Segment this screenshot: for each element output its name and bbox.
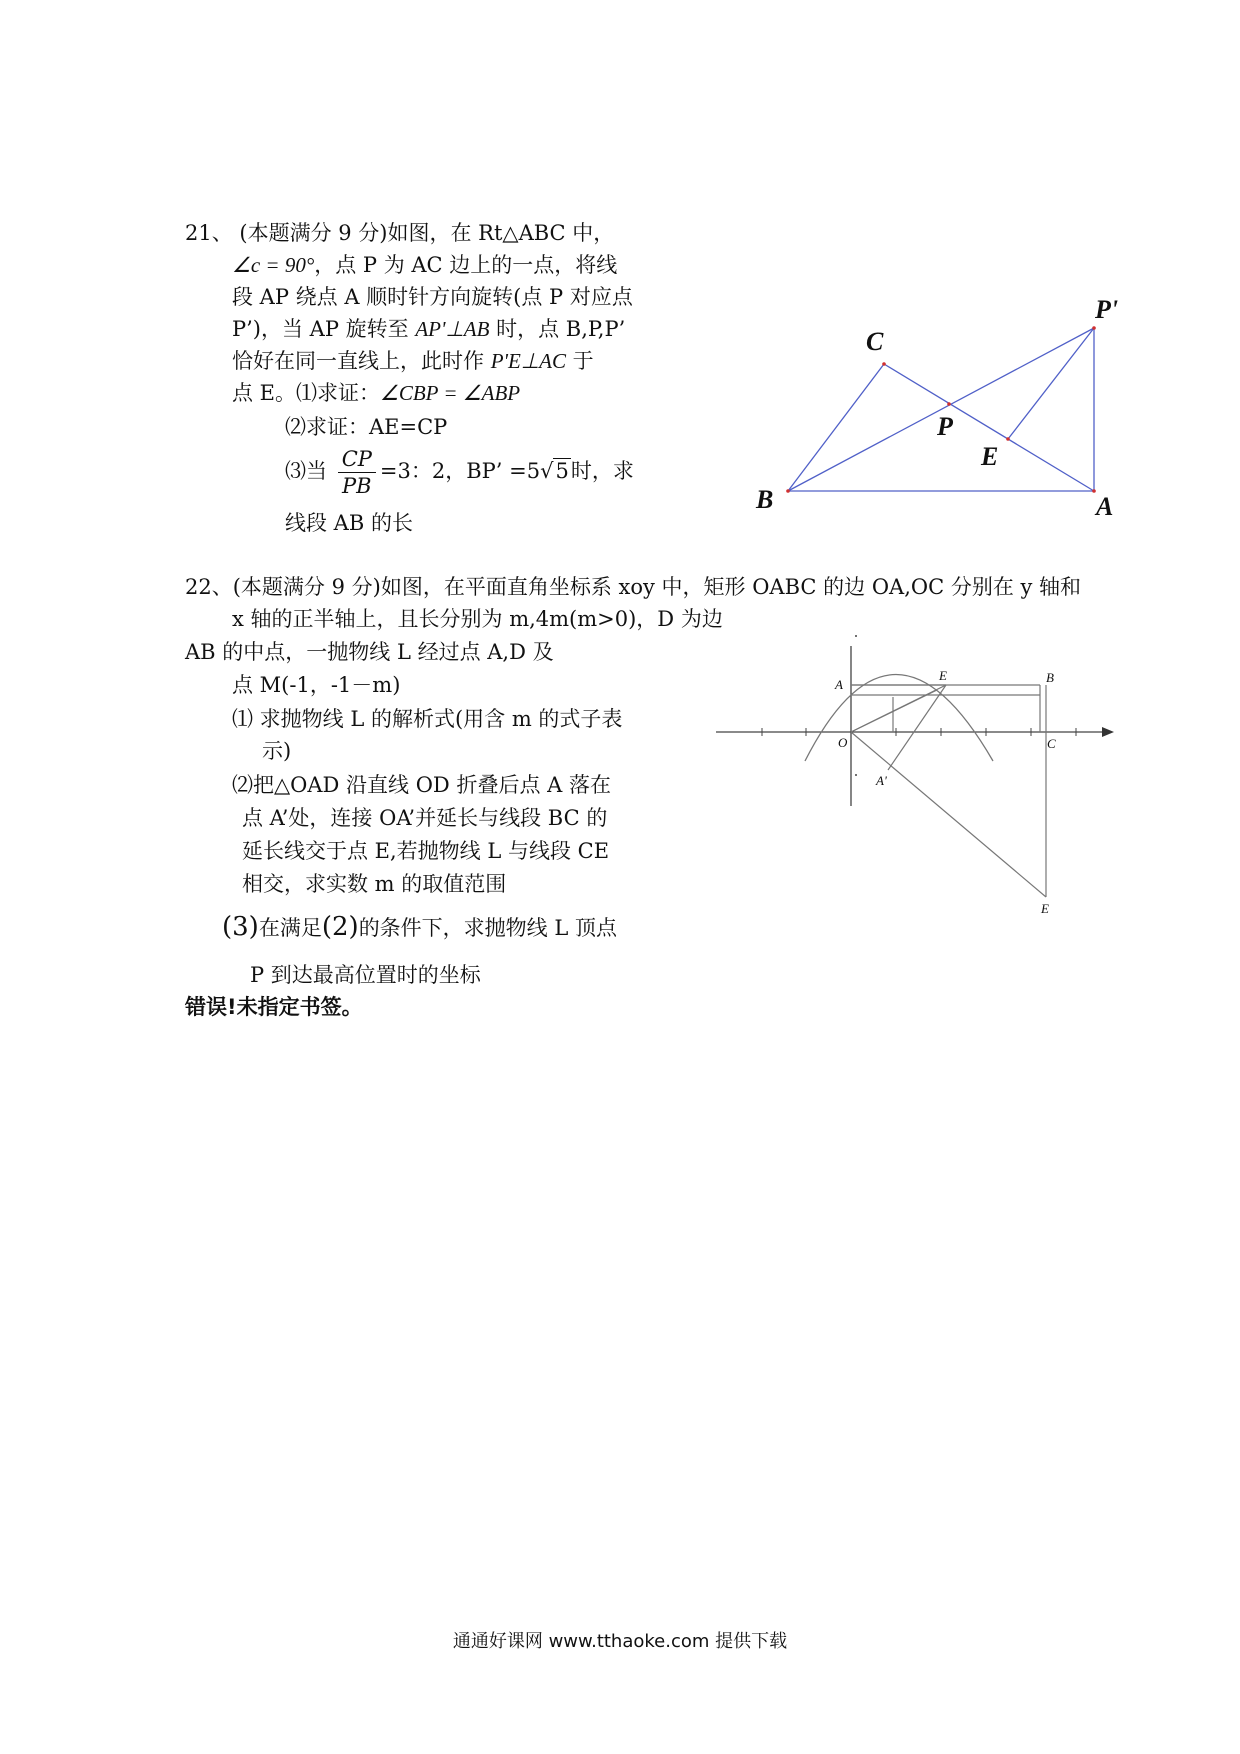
q22-line-2: x 轴的正半轴上，且长分别为 m,4m(m>0)，D 为边 (232, 607, 723, 631)
point-P-marker (947, 402, 951, 406)
segment-O-to-E (851, 690, 937, 732)
q22-figure (710, 625, 1130, 930)
perp-pe-ac: P'E⊥AC (490, 349, 566, 373)
q21-line-6a: 点 E。⑴求证： (232, 381, 381, 405)
parabola-L (805, 675, 993, 762)
q22-line-11 (222, 912, 617, 943)
q21-line-4b: 时，点 B,P,P’ (489, 317, 626, 341)
x-axis-arrow (1102, 727, 1114, 737)
bookmark-error-note: 错误!未指定书签。 (185, 995, 363, 1019)
q21-line-5 (232, 346, 594, 376)
y-axis-dots (855, 635, 857, 776)
label-E-top: E (939, 668, 947, 683)
q21-line-2-text: ，点 P 为 AC 边上的一点，将线 (314, 253, 618, 277)
q22-line-11b: 在满足 (258, 916, 322, 940)
part-2-ref: (2) (321, 912, 359, 942)
segment-PpE (1008, 328, 1094, 439)
part-3-marker: (3) (222, 912, 259, 942)
point-B-marker (786, 489, 790, 493)
q21-figure (740, 290, 1140, 530)
q21-line-5b: 于 (565, 349, 594, 373)
q21-line-3: 段 AP 绕点 A 顺时针方向旋转(点 P 对应点 (232, 285, 633, 309)
q21-line-6 (232, 378, 520, 408)
label-Ap: A' (876, 773, 887, 788)
q22-line-11d: 的条件下，求抛物线 L 顶点 (358, 916, 617, 940)
q21-line-4a: P’)，当 AP 旋转至 (232, 317, 416, 341)
label-A: A (835, 677, 843, 692)
q21-line-8a: ⑶当 (285, 459, 327, 483)
q21-line-4 (232, 314, 625, 344)
segment-OE (851, 732, 1046, 897)
label-E: E (981, 442, 999, 471)
q22-line-3: AB 的中点，一抛物线 L 经过点 A,D 及 (185, 640, 554, 664)
point-Pp-marker (1092, 326, 1096, 330)
label-E-bottom: E (1041, 901, 1049, 916)
q21-line-5a: 恰好在同一直线上，此时作 (232, 349, 491, 373)
q22-line-6: 示) (262, 739, 292, 763)
fraction-numerator: CP (338, 446, 376, 473)
q22-line-7: ⑵把△OAD 沿直线 OD 折叠后点 A 落在 (232, 773, 611, 797)
label-O: O (838, 735, 848, 750)
q22-line-4: 点 M(-1，-1－m) (232, 673, 401, 697)
segment-BC (788, 364, 884, 491)
q21-line-2 (232, 250, 617, 280)
segment-Ap-E (888, 685, 946, 770)
q22-line-10: 相交，求实数 m 的取值范围 (242, 872, 507, 896)
sqrt-expression: √5 (540, 459, 569, 483)
label-C: C (1047, 736, 1056, 751)
label-P: P (937, 412, 953, 441)
label-B: B (1046, 670, 1054, 685)
point-C-marker (882, 362, 886, 366)
label-C: C (866, 327, 884, 356)
q21-line-8b: =3：2，BP’ =5 (379, 459, 541, 483)
sqrt-radicand: 5 (555, 459, 569, 483)
angle-c-expression: ∠c = 90° (232, 253, 315, 277)
q21-line-8 (285, 446, 634, 499)
q22-line-9: 延长线交于点 E,若抛物线 L 与线段 CE (242, 839, 610, 863)
q22-line-12: P 到达最高位置时的坐标 (250, 963, 481, 987)
segment-BPp (788, 328, 1094, 491)
page-footer: 通通好课网 www.tthaoke.com 提供下载 (452, 1631, 788, 1652)
q22-line-8: 点 A’处，连接 OA’并延长与线段 BC 的 (242, 806, 608, 830)
q21-line-8c: 时，求 (570, 459, 634, 483)
angle-equality: ∠CBP = ∠ABP (380, 381, 521, 405)
q21-line-9: 线段 AB 的长 (285, 511, 413, 535)
label-A: A (1096, 492, 1114, 521)
label-B: B (756, 485, 774, 514)
fraction-denominator: PB (342, 474, 372, 498)
q21-line-7: ⑵求证：AE=CP (285, 415, 448, 439)
q21-line-1: 21、 (本题满分 9 分)如图，在 Rt△ABC 中， (185, 221, 615, 245)
q22-line-5: ⑴ 求抛物线 L 的解析式(用含 m 的式子表 (232, 707, 623, 731)
label-Pp: P' (1095, 295, 1119, 324)
segment-CA (884, 364, 1094, 491)
q22-line-1: 22、(本题满分 9 分)如图，在平面直角坐标系 xoy 中，矩形 OABC 的边 OA,OC 分别在 y 轴和 (185, 575, 1082, 599)
point-E-marker (1006, 437, 1010, 441)
ratio-fraction (338, 446, 376, 499)
perp-ap-ab: AP'⊥AB (415, 317, 490, 341)
